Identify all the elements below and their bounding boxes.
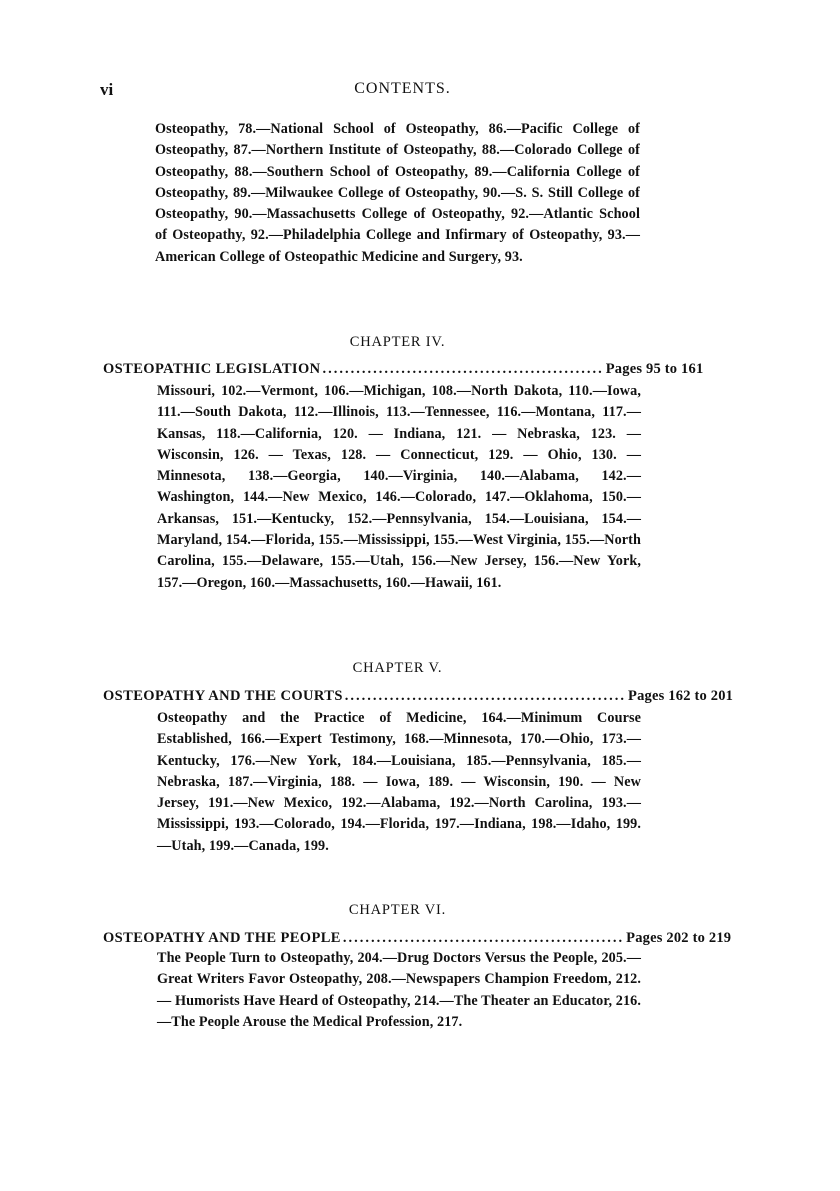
page-folio: vi: [100, 80, 114, 99]
leader-dots: ..................................................: [344, 688, 627, 704]
chapter-contents: The People Turn to Osteopathy, 204.—Drug Doctors Versus the People, 205.—Great Writers Favor Osteopathy, 208.—Newspapers Champion Freedom, 212. — Humorists Have Heard of Osteopathy, 214.—The Theater an Educator, 216.—The People Arouse the Medical Profession, 217.: [157, 950, 641, 1030]
chapter-title: OSTEOPATHY AND THE PEOPLE: [103, 930, 341, 946]
running-head: [100, 80, 705, 104]
chapter-title: OSTEOPATHY AND THE COURTS: [103, 688, 343, 704]
chapter-heading: CHAPTER VI.: [348, 902, 447, 918]
page-range: Pages 95 to 161: [605, 361, 704, 377]
chapter-title: OSTEOPATHIC LEGISLATION: [103, 361, 321, 377]
page-range: Pages 202 to 219: [626, 930, 732, 946]
chapter-contents: Missouri, 102.—Vermont, 106.—Michigan, 108.—North Dakota, 110.—Iowa, 111.—South Dakota, 112.—Illinois, 113.—Tennessee, 116.—Montana, 117.—Kansas, 118.—California, 120. — Indiana, 121. — Nebraska, 123. — Wisconsin, 126. — Texas, 128. — Connecticut, 129. — Ohio, 130. — Minnesota, 138.—Georgia, 140.—Virginia, 140.—Alabama, 142.—Washington, 144.—New Mexico, 146.—Colorado, 147.—Oklahoma, 150.—Arkansas, 151.—Kentucky, 152.—Pennsylvania, 154.—Louisiana, 154.—Maryland, 154.—Florida, 155.—Mississippi, 155.—West Virginia, 155.—North Carolina, 155.—Delaware, 155.—Utah, 156.—New Jersey, 156.—New York, 157.—Oregon, 160.—Massachusetts, 160.—Hawaii, 161.: [157, 383, 641, 591]
chapter-contents: Osteopathy and the Practice of Medicine, 164.—Minimum Course Established, 166.—Expert Testimony, 168.—Minnesota, 170.—Ohio, 173.—Kentucky, 176.—New York, 184.—Louisiana, 185.—Pennsylvania, 185.—Nebraska, 187.—Virginia, 188. — Iowa, 189. — Wisconsin, 190. — New Jersey, 191.—New Mexico, 192.—Alabama, 192.—North Carolina, 193.—Mississippi, 193.—Colorado, 194.—Florida, 197.—Indiana, 198.—Idaho, 199.—Utah, 199.—Canada, 199.: [157, 710, 641, 854]
continued-chapter-contents: Osteopathy, 78.—National School of Osteopathy, 86.—Pacific College of Osteopathy, 87.—Northern Institute of Osteopathy, 88.—Colorado College of Osteopathy, 88.—Southern School of Osteopathy, 89.—California College of Osteopathy, 89.—Milwaukee College of Osteopathy, 90.—S. S. Still College of Osteopathy, 90.—Massachusetts College of Osteopathy, 92.—Atlantic School of Osteopathy, 92.—Philadelphia College and Infirmary of Osteopathy, 93.—American College of Osteopathic Medicine and Surgery, 93.: [155, 121, 640, 265]
leader-dots: ..................................................: [342, 930, 625, 946]
chapter-heading: CHAPTER V.: [352, 660, 443, 676]
running-title: CONTENTS.: [354, 80, 451, 97]
toc-entry: [103, 361, 704, 383]
leader-dots: ..................................................: [322, 361, 604, 377]
page-range: Pages 162 to 201: [628, 688, 734, 704]
chapter-heading: CHAPTER IV.: [349, 334, 446, 350]
toc-entry: [103, 688, 734, 710]
